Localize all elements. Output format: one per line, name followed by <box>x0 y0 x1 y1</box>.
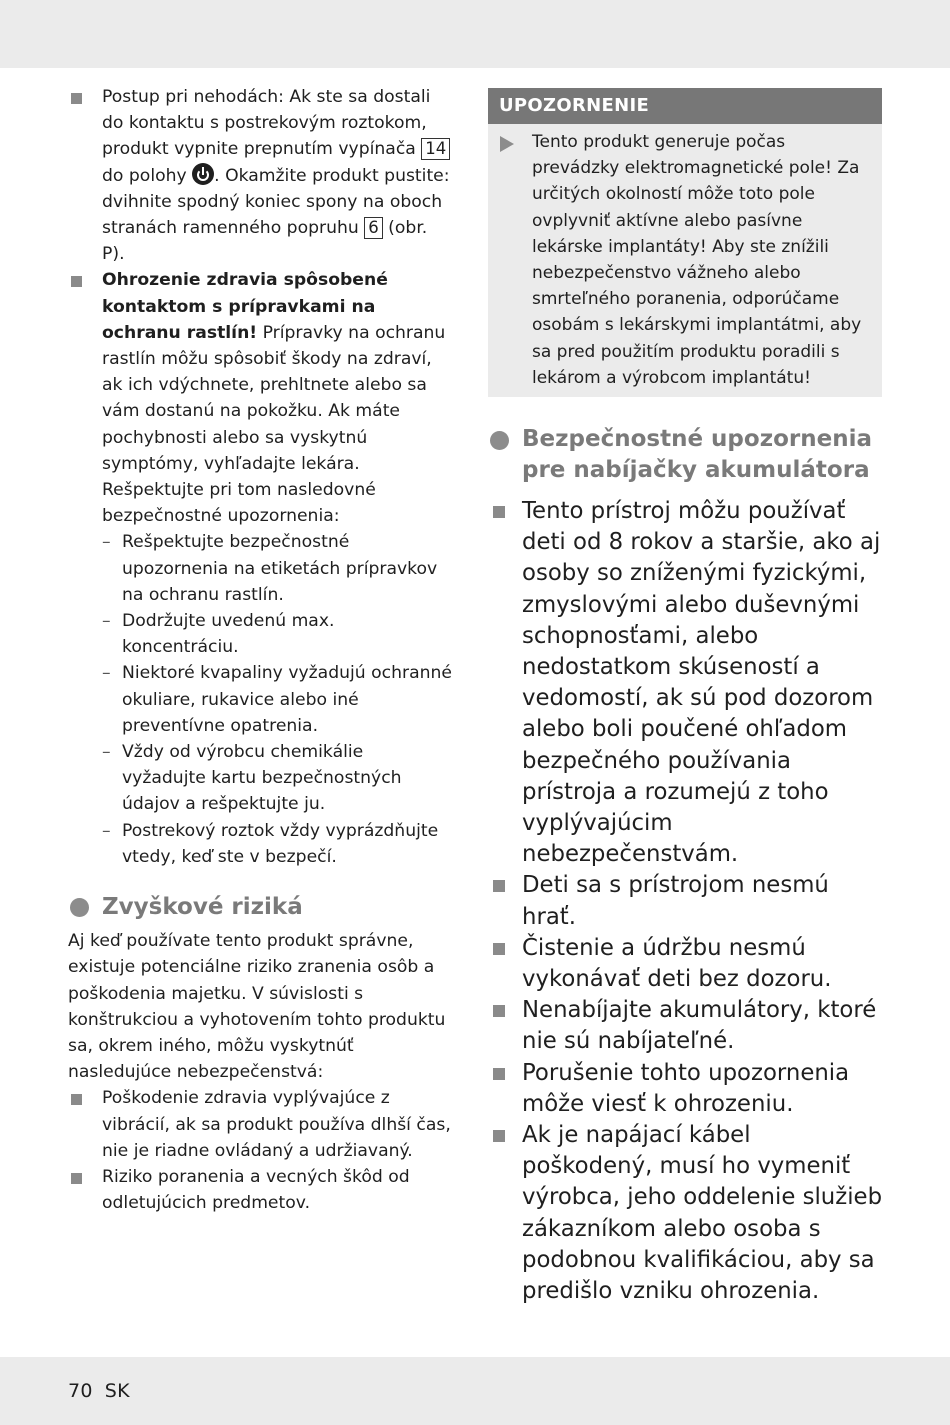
dash-item <box>68 660 452 739</box>
square-bullet-icon <box>493 880 505 892</box>
list-item <box>488 496 888 870</box>
square-bullet-icon <box>71 1173 82 1184</box>
square-bullet-icon <box>493 1130 505 1142</box>
list-item-text: Ak je napájací kábel poškodený, musí ho vymeniť výrobca, jeho oddelenie služieb zákazníkom alebo osoba s podobnou kvalifikáciou, aby sa predišlo vzniku ohrozenia. <box>522 1122 883 1305</box>
dash-item <box>68 739 452 818</box>
list-item <box>488 1120 888 1307</box>
dash-icon: – <box>102 532 111 553</box>
list-item <box>488 870 888 932</box>
part-reference: 6 <box>364 217 383 239</box>
warning-body <box>488 124 882 391</box>
list-item <box>68 1164 452 1216</box>
warning-title: UPOZORNENIE <box>488 88 882 124</box>
dash-text: Niektoré kvapaliny vyžadujú ochranné okuliare, rukavice alebo iné preventívne opatrenia. <box>122 663 452 736</box>
power-off-icon <box>192 163 214 185</box>
list-item <box>488 1058 888 1120</box>
square-bullet-icon <box>493 1005 505 1017</box>
section-title: Bezpečnostné upozornenia pre nabíjačky akumulátora <box>522 426 872 483</box>
charger-safety-list <box>488 496 888 1307</box>
square-bullet-icon <box>71 93 82 104</box>
footer-band <box>0 1357 950 1425</box>
list-item <box>488 933 888 995</box>
dash-icon: – <box>102 663 111 684</box>
right-column <box>488 424 888 1307</box>
left-column <box>68 84 452 1216</box>
page-number: 70 <box>68 1380 93 1402</box>
square-bullet-icon <box>493 506 505 518</box>
dash-text: Vždy od výrobcu chemikálie vyžadujte kartu bezpečnostných údajov a rešpektujte ju. <box>122 742 402 815</box>
health-hazard-heading: Ohrozenie zdravia spôsobené kontaktom s prípravkami na ochranu rastlín! <box>102 270 388 343</box>
square-bullet-icon <box>71 1094 82 1105</box>
accident-text-4: (obr. P). <box>102 218 428 265</box>
section-heading <box>68 892 452 922</box>
health-hazard-text: Prípravky na ochranu rastlín môžu spôsobiť škody na zdraví, ak ich vdýchnete, prehltnete alebo sa vám dostanú na pokožku. Ak máte pochybnosti alebo sa vyskytnú symptómy, vyhľadajte lekára. Rešpektujte pri tom nasledovné bezpečnostné upozornenia: <box>102 322 446 527</box>
list-item-text: Čistenie a údržbu nesmú vykonávať deti bez dozoru. <box>522 934 832 993</box>
dash-text: Dodržujte uvedenú max. koncentráciu. <box>122 611 335 658</box>
list-item-text: Porušenie tohto upozornenia môže viesť k ohrozeniu. <box>522 1059 850 1117</box>
accident-text-2: do polohy <box>102 165 193 186</box>
language-code: SK <box>104 1380 130 1402</box>
section-paragraph: Aj keď používate tento produkt správne, existuje potenciálne riziko zranenia osôb a poškodenia majetku. V súvislosti s konštrukciou a vyhotovením tohto produktu sa, okrem iného, môžu vyskytnúť nasledujúce nebezpečenstvá: <box>68 931 446 1083</box>
dash-text: Rešpektujte bezpečnostné upozornenia na etiketách prípravkov na ochranu rastlín. <box>122 532 438 605</box>
square-bullet-icon <box>493 1068 505 1080</box>
square-bullet-icon <box>71 276 82 287</box>
dash-icon: – <box>102 742 111 763</box>
list-item <box>68 84 452 267</box>
triangle-arrow-icon <box>500 136 514 152</box>
circle-bullet-icon <box>70 898 89 917</box>
section-heading <box>488 424 888 486</box>
circle-bullet-icon <box>490 431 509 450</box>
list-item-text: Nenabíjajte akumulátory, ktoré nie sú nabíjateľné. <box>522 997 877 1055</box>
page-footer <box>68 1380 130 1402</box>
list-item-text: Poškodenie zdravia vyplývajúce z vibrácií, ak sa produkt používa dlhší čas, nie je riadne ovládaný a udržiavaný. <box>102 1088 451 1161</box>
part-reference: 14 <box>421 138 450 160</box>
accident-text-1: Postup pri nehodách: Ak ste sa dostali do kontaktu s postrekovým roztokom, produkt vypnite prepnutím vypínača <box>102 87 431 160</box>
list-item-text: Deti sa s prístrojom nesmú hrať. <box>522 872 829 930</box>
dash-text: Postrekový roztok vždy vyprázdňujte vtedy, keď ste v bezpečí. <box>122 820 439 867</box>
header-band <box>0 0 950 68</box>
accident-text-3: . Okamžite produkt pustite: dvihnite spodný koniec spony na oboch stranách ramenného popruhu <box>102 165 450 239</box>
list-item-text: Riziko poranenia a vecných škôd od odletujúcich predmetov. <box>102 1166 410 1214</box>
list-item <box>488 995 888 1057</box>
list-item <box>68 1085 452 1164</box>
dash-item <box>68 818 452 870</box>
dash-icon: – <box>102 611 111 632</box>
list-item <box>68 267 452 529</box>
dash-item <box>68 608 452 660</box>
dash-icon: – <box>102 820 111 841</box>
square-bullet-icon <box>493 943 505 955</box>
warning-text: Tento produkt generuje počas prevádzky elektromagnetické pole! Za určitých okolností môže toto pole ovplyvniť aktívne alebo pasívne lekárske implantáty! Aby ste znížili nebezpečenstvo vážneho alebo smrteľného poranenia, odporúčame osobám s lekárskymi implantátmi, aby sa pred použitím produktu poradili s lekárom a výrobcom implantátu! <box>532 132 862 388</box>
section-title: Zvyškové riziká <box>102 894 303 921</box>
warning-box <box>488 88 882 397</box>
dash-item <box>68 529 452 608</box>
list-item-text: Tento prístroj môžu používať deti od 8 rokov a staršie, ako aj osoby so zníženými fyzickými, zmyslovými alebo duševnými schopnosťami, alebo nedostatkom skúseností a vedomostí, ak sú pod dozorom alebo boli poučené ohľadom bezpečného používania prístroja a rozumejú z toho vyplývajúcim nebezpečenstvám. <box>522 498 881 868</box>
